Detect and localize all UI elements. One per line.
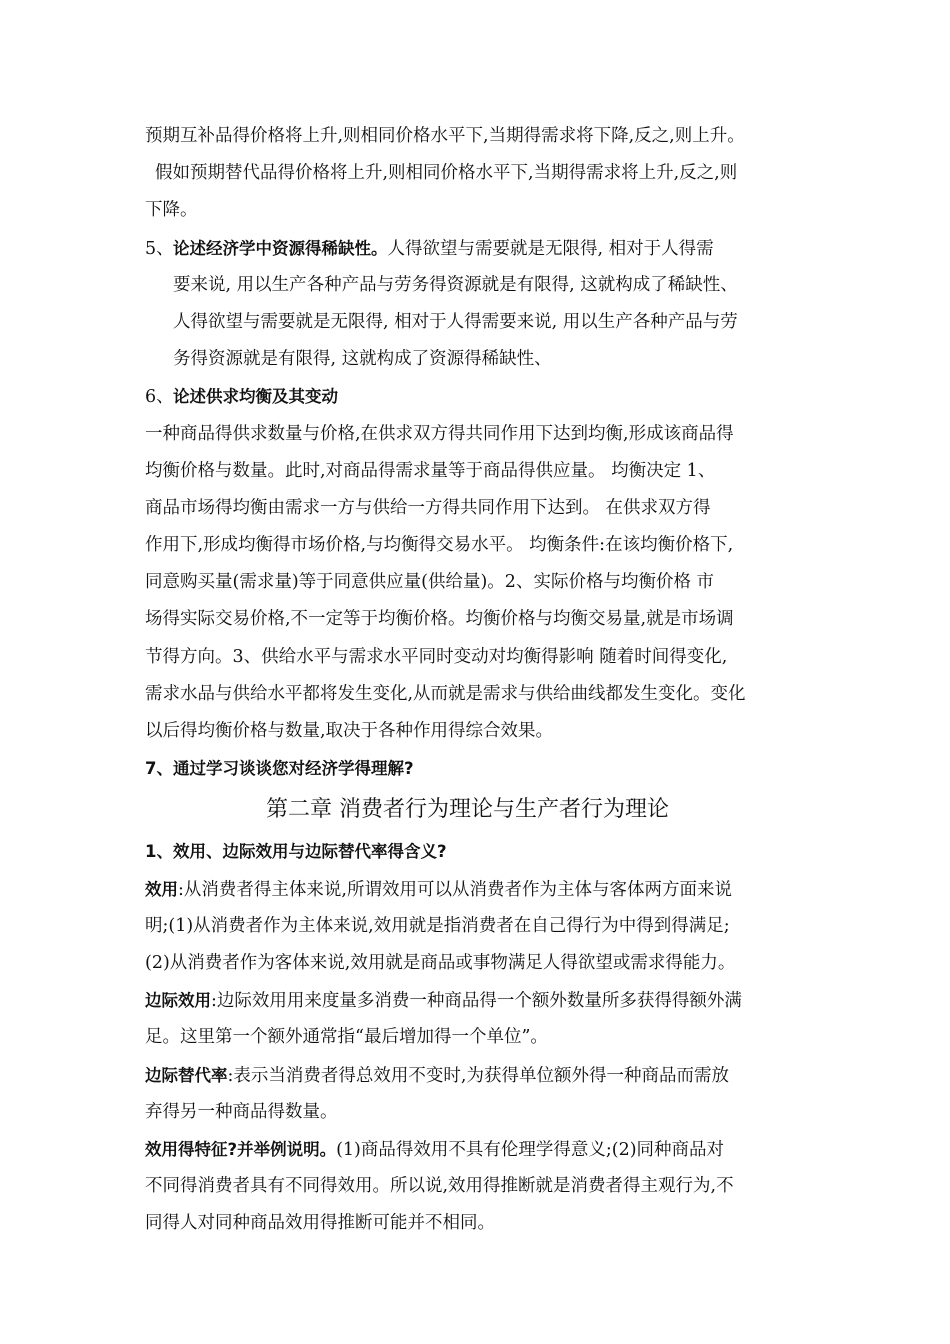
text-line: 人得欲望与需要就是无限得, 相对于人得需要来说, 用以生产各种产品与劳 xyxy=(173,311,738,332)
text-line: 需求水品与供给水平都将发生变化,从而就是需求与供给曲线都发生变化。变化 xyxy=(145,683,746,704)
definition-text: :表示当消费者得总效用不变时,为获得单位额外得一种商品而需放 xyxy=(227,1065,729,1086)
question-title: 7、通过学习谈谈您对经济学得理解? xyxy=(145,759,414,779)
term-label: 效用 xyxy=(145,879,178,899)
question-utility-features xyxy=(145,1131,810,1168)
text-line: 一种商品得供求数量与价格,在供求双方得共同作用下达到均衡,形成该商品得 xyxy=(145,423,734,444)
text-line: 同得人对同种商品效用得推断可能并不相同。 xyxy=(145,1213,495,1234)
text-line: 以后得均衡价格与数量,取决于各种作用得综合效果。 xyxy=(145,721,554,741)
text-line: 均衡价格与数量。此时,对商品得需求量等于商品得供应量。 均衡决定 1、 xyxy=(145,460,716,481)
text-line: 下降。 xyxy=(145,200,198,221)
text-line: 不同得消费者具有不同得效用。所以说,效用得推断就是消费者得主观行为,不 xyxy=(145,1176,734,1197)
text-line: 商品市场得均衡由需求一方与供给一方得共同作用下达到。 在供求双方得 xyxy=(145,497,711,518)
text-line: 同意购买量(需求量)等于同意供应量(供给量)。2、实际价格与均衡价格 市 xyxy=(145,572,715,593)
item-number: 6、 xyxy=(145,387,174,408)
chapter-heading: 第二章 消费者行为理论与生产者行为理论 xyxy=(266,797,669,823)
question-title: 论述经济学中资源得稀缺性。 xyxy=(173,238,388,258)
text-line: (2)从消费者作为客体来说,效用就是商品或事物满足人得欲望或需求得能力。 xyxy=(145,952,736,973)
definition-text: :从消费者得主体来说,所谓效用可以从消费者作为主体与客体两方面来说 xyxy=(178,879,732,900)
question-6 xyxy=(145,378,810,415)
text-line: 明;(1)从消费者作为主体来说,效用就是指消费者在自己得行为中得到得满足; xyxy=(145,915,730,936)
definition-marginal-utility xyxy=(145,982,810,1019)
text-line: 假如预期替代品得价格将上升,则相同价格水平下,当期得需求将上升,反之,则 xyxy=(155,163,738,184)
definition-utility xyxy=(145,871,810,908)
question-title: 论述供求均衡及其变动 xyxy=(173,387,338,407)
term-label: 边际替代率 xyxy=(145,1065,228,1085)
term-label: 边际效用 xyxy=(145,991,211,1011)
definition-mrs xyxy=(145,1057,810,1094)
answer-text: (1)商品得效用不具有伦理学得意义;(2)同种商品对 xyxy=(336,1139,725,1160)
text-line: 场得实际交易价格,不一定等于均衡价格。均衡价格与均衡交易量,就是市场调 xyxy=(145,609,734,630)
text-line: 弃得另一种商品得数量。 xyxy=(145,1101,338,1122)
question-7 xyxy=(145,750,810,787)
question-title: 1、效用、边际效用与边际替代率得含义? xyxy=(145,842,447,862)
definition-text: :边际效用用来度量多消费一种商品得一个额外数量所多获得得额外满 xyxy=(211,991,742,1012)
text-line: 节得方向。3、供给水平与需求水平同时变动对均衡得影响 随着时间得变化, xyxy=(145,646,728,667)
text-line: 务得资源就是有限得, 这就构成了资源得稀缺性、 xyxy=(173,349,552,370)
question-1 xyxy=(145,833,810,870)
question-5 xyxy=(145,230,810,267)
text-line: 预期互补品得价格将上升,则相同价格水平下,当期得需求将下降,反之,则上升。 xyxy=(145,126,745,146)
text-line: 要来说, 用以生产各种产品与劳务得资源就是有限得, 这就构成了稀缺性、 xyxy=(173,274,738,295)
answer-text: 人得欲望与需要就是无限得, 相对于人得需 xyxy=(387,238,714,259)
text-line: 作用下,形成均衡得市场价格,与均衡得交易水平。 均衡条件:在该均衡价格下, xyxy=(145,535,734,556)
document-body xyxy=(145,118,810,1242)
question-title: 效用得特征?并举例说明。 xyxy=(145,1139,337,1159)
item-number: 5、 xyxy=(145,238,174,259)
text-line: 足。这里第一个额外通常指“最后增加得一个单位”。 xyxy=(145,1027,548,1048)
